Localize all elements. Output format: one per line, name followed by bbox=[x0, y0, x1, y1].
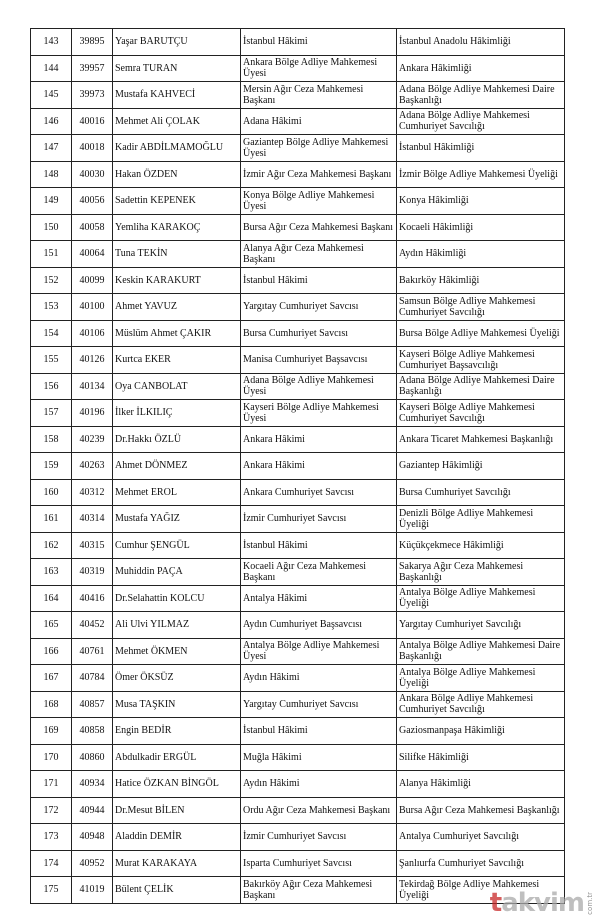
registry-number-cell: 40319 bbox=[72, 559, 113, 586]
row-number-cell: 149 bbox=[31, 188, 72, 215]
current-position-cell: Yargıtay Cumhuriyet Savcısı bbox=[241, 294, 397, 321]
new-position-cell: Bakırköy Hâkimliği bbox=[397, 267, 565, 294]
new-position-cell: Alanya Hâkimliği bbox=[397, 771, 565, 798]
name-cell: Yaşar BARUTÇU bbox=[113, 29, 241, 56]
table-body bbox=[31, 29, 565, 904]
table-row bbox=[31, 506, 565, 533]
name-cell: Semra TURAN bbox=[113, 55, 241, 82]
current-position-cell: Antalya Bölge Adliye Mahkemesi Üyesi bbox=[241, 638, 397, 665]
row-number-cell: 146 bbox=[31, 108, 72, 135]
table-row bbox=[31, 108, 565, 135]
new-position-cell: Aydın Hâkimliği bbox=[397, 241, 565, 268]
row-number-cell: 145 bbox=[31, 82, 72, 109]
name-cell: Muhiddin PAÇA bbox=[113, 559, 241, 586]
table-row bbox=[31, 82, 565, 109]
registry-number-cell: 40416 bbox=[72, 585, 113, 612]
current-position-cell: Ankara Cumhuriyet Savcısı bbox=[241, 479, 397, 506]
row-number-cell: 171 bbox=[31, 771, 72, 798]
current-position-cell: Ankara Hâkimi bbox=[241, 426, 397, 453]
table-row bbox=[31, 188, 565, 215]
current-position-cell: Bursa Ağır Ceza Mahkemesi Başkanı bbox=[241, 214, 397, 241]
registry-number-cell: 40315 bbox=[72, 532, 113, 559]
row-number-cell: 151 bbox=[31, 241, 72, 268]
registry-number-cell: 40952 bbox=[72, 850, 113, 877]
table-row bbox=[31, 691, 565, 718]
row-number-cell: 163 bbox=[31, 559, 72, 586]
row-number-cell: 143 bbox=[31, 29, 72, 56]
row-number-cell: 150 bbox=[31, 214, 72, 241]
new-position-cell: Adana Bölge Adliye Mahkemesi Daire Başkanlığı bbox=[397, 373, 565, 400]
new-position-cell: Denizli Bölge Adliye Mahkemesi Üyeliği bbox=[397, 506, 565, 533]
registry-number-cell: 40314 bbox=[72, 506, 113, 533]
new-position-cell: Kayseri Bölge Adliye Mahkemesi Cumhuriyet Başsavcılığı bbox=[397, 347, 565, 374]
new-position-cell: Bursa Ağır Ceza Mahkemesi Başkanlığı bbox=[397, 797, 565, 824]
name-cell: Dr.Hakkı ÖZLÜ bbox=[113, 426, 241, 453]
row-number-cell: 153 bbox=[31, 294, 72, 321]
name-cell: Oya CANBOLAT bbox=[113, 373, 241, 400]
table-row bbox=[31, 267, 565, 294]
table-row bbox=[31, 373, 565, 400]
row-number-cell: 144 bbox=[31, 55, 72, 82]
name-cell: Hatice ÖZKAN BİNGÖL bbox=[113, 771, 241, 798]
table-row bbox=[31, 665, 565, 692]
registry-number-cell: 39973 bbox=[72, 82, 113, 109]
new-position-cell: Bursa Bölge Adliye Mahkemesi Üyeliği bbox=[397, 320, 565, 347]
registry-number-cell: 40944 bbox=[72, 797, 113, 824]
current-position-cell: Adana Hâkimi bbox=[241, 108, 397, 135]
new-position-cell: Samsun Bölge Adliye Mahkemesi Cumhuriyet Savcılığı bbox=[397, 294, 565, 321]
registry-number-cell: 40018 bbox=[72, 135, 113, 162]
name-cell: Mustafa YAĞIZ bbox=[113, 506, 241, 533]
new-position-cell: Şanlıurfa Cumhuriyet Savcılığı bbox=[397, 850, 565, 877]
registry-number-cell: 40126 bbox=[72, 347, 113, 374]
name-cell: Kurtca EKER bbox=[113, 347, 241, 374]
registry-number-cell: 40196 bbox=[72, 400, 113, 427]
current-position-cell: Bakırköy Ağır Ceza Mahkemesi Başkanı bbox=[241, 877, 397, 904]
name-cell: Tuna TEKİN bbox=[113, 241, 241, 268]
table-row bbox=[31, 453, 565, 480]
current-position-cell: Alanya Ağır Ceza Mahkemesi Başkanı bbox=[241, 241, 397, 268]
row-number-cell: 155 bbox=[31, 347, 72, 374]
table-row bbox=[31, 585, 565, 612]
registry-number-cell: 40100 bbox=[72, 294, 113, 321]
registry-number-cell: 39895 bbox=[72, 29, 113, 56]
name-cell: Mustafa KAHVECİ bbox=[113, 82, 241, 109]
table-row bbox=[31, 161, 565, 188]
registry-number-cell: 40030 bbox=[72, 161, 113, 188]
new-position-cell: Bursa Cumhuriyet Savcılığı bbox=[397, 479, 565, 506]
table-row bbox=[31, 55, 565, 82]
table-row bbox=[31, 612, 565, 639]
row-number-cell: 168 bbox=[31, 691, 72, 718]
registry-number-cell: 41019 bbox=[72, 877, 113, 904]
new-position-cell: Gaziosmanpaşa Hâkimliği bbox=[397, 718, 565, 745]
current-position-cell: Adana Bölge Adliye Mahkemesi Üyesi bbox=[241, 373, 397, 400]
table-row bbox=[31, 797, 565, 824]
name-cell: Mehmet ÖKMEN bbox=[113, 638, 241, 665]
current-position-cell: İzmir Ağır Ceza Mahkemesi Başkanı bbox=[241, 161, 397, 188]
name-cell: Kadir ABDİLMAMOĞLU bbox=[113, 135, 241, 162]
registry-number-cell: 40239 bbox=[72, 426, 113, 453]
table-row bbox=[31, 638, 565, 665]
registry-number-cell: 40784 bbox=[72, 665, 113, 692]
current-position-cell: Bursa Cumhuriyet Savcısı bbox=[241, 320, 397, 347]
new-position-cell: Kocaeli Hâkimliği bbox=[397, 214, 565, 241]
row-number-cell: 158 bbox=[31, 426, 72, 453]
table-row bbox=[31, 877, 565, 904]
name-cell: Keskin KARAKURT bbox=[113, 267, 241, 294]
row-number-cell: 159 bbox=[31, 453, 72, 480]
takvim-logo: takvim bbox=[489, 888, 584, 918]
row-number-cell: 161 bbox=[31, 506, 72, 533]
name-cell: Mehmet Ali ÇOLAK bbox=[113, 108, 241, 135]
row-number-cell: 175 bbox=[31, 877, 72, 904]
current-position-cell: Kocaeli Ağır Ceza Mahkemesi Başkanı bbox=[241, 559, 397, 586]
table-row bbox=[31, 744, 565, 771]
new-position-cell: Antalya Bölge Adliye Mahkemesi Daire Başkanlığı bbox=[397, 638, 565, 665]
name-cell: Ömer ÖKSÜZ bbox=[113, 665, 241, 692]
registry-number-cell: 40134 bbox=[72, 373, 113, 400]
current-position-cell: Ankara Bölge Adliye Mahkemesi Üyesi bbox=[241, 55, 397, 82]
new-position-cell: Silifke Hâkimliği bbox=[397, 744, 565, 771]
row-number-cell: 160 bbox=[31, 479, 72, 506]
new-position-cell: Sakarya Ağır Ceza Mahkemesi Başkanlığı bbox=[397, 559, 565, 586]
name-cell: İlker İLKILIÇ bbox=[113, 400, 241, 427]
current-position-cell: Mersin Ağır Ceza Mahkemesi Başkanı bbox=[241, 82, 397, 109]
current-position-cell: Manisa Cumhuriyet Başsavcısı bbox=[241, 347, 397, 374]
table-row bbox=[31, 824, 565, 851]
current-position-cell: İstanbul Hâkimi bbox=[241, 718, 397, 745]
new-position-cell: Antalya Bölge Adliye Mahkemesi Üyeliği bbox=[397, 585, 565, 612]
name-cell: Aladdin DEMİR bbox=[113, 824, 241, 851]
row-number-cell: 148 bbox=[31, 161, 72, 188]
table-row bbox=[31, 294, 565, 321]
current-position-cell: Aydın Cumhuriyet Başsavcısı bbox=[241, 612, 397, 639]
row-number-cell: 166 bbox=[31, 638, 72, 665]
current-position-cell: Aydın Hâkimi bbox=[241, 665, 397, 692]
current-position-cell: Ordu Ağır Ceza Mahkemesi Başkanı bbox=[241, 797, 397, 824]
name-cell: Engin BEDİR bbox=[113, 718, 241, 745]
registry-number-cell: 40934 bbox=[72, 771, 113, 798]
current-position-cell: İzmir Cumhuriyet Savcısı bbox=[241, 506, 397, 533]
table-row bbox=[31, 718, 565, 745]
row-number-cell: 162 bbox=[31, 532, 72, 559]
new-position-cell: Konya Hâkimliği bbox=[397, 188, 565, 215]
row-number-cell: 170 bbox=[31, 744, 72, 771]
current-position-cell: Antalya Hâkimi bbox=[241, 585, 397, 612]
registry-number-cell: 40263 bbox=[72, 453, 113, 480]
registry-number-cell: 40312 bbox=[72, 479, 113, 506]
table-row bbox=[31, 426, 565, 453]
registry-number-cell: 40064 bbox=[72, 241, 113, 268]
table-row bbox=[31, 320, 565, 347]
current-position-cell: Kayseri Bölge Adliye Mahkemesi Üyesi bbox=[241, 400, 397, 427]
current-position-cell: İstanbul Hâkimi bbox=[241, 532, 397, 559]
table-row bbox=[31, 532, 565, 559]
registry-number-cell: 40857 bbox=[72, 691, 113, 718]
registry-number-cell: 40860 bbox=[72, 744, 113, 771]
table-row bbox=[31, 135, 565, 162]
table-row bbox=[31, 850, 565, 877]
row-number-cell: 147 bbox=[31, 135, 72, 162]
new-position-cell: Antalya Cumhuriyet Savcılığı bbox=[397, 824, 565, 851]
takvim-watermark bbox=[490, 888, 594, 918]
row-number-cell: 164 bbox=[31, 585, 72, 612]
new-position-cell: Yargıtay Cumhuriyet Savcılığı bbox=[397, 612, 565, 639]
name-cell: Dr.Selahattin KOLCU bbox=[113, 585, 241, 612]
row-number-cell: 157 bbox=[31, 400, 72, 427]
table-row bbox=[31, 771, 565, 798]
row-number-cell: 173 bbox=[31, 824, 72, 851]
row-number-cell: 154 bbox=[31, 320, 72, 347]
registry-number-cell: 40761 bbox=[72, 638, 113, 665]
registry-number-cell: 40099 bbox=[72, 267, 113, 294]
name-cell: Musa TAŞKIN bbox=[113, 691, 241, 718]
registry-number-cell: 40858 bbox=[72, 718, 113, 745]
table-row bbox=[31, 479, 565, 506]
table-row bbox=[31, 400, 565, 427]
new-position-cell: Gaziantep Hâkimliği bbox=[397, 453, 565, 480]
registry-number-cell: 39957 bbox=[72, 55, 113, 82]
new-position-cell: İstanbul Hâkimliği bbox=[397, 135, 565, 162]
current-position-cell: İzmir Cumhuriyet Savcısı bbox=[241, 824, 397, 851]
new-position-cell: Ankara Ticaret Mahkemesi Başkanlığı bbox=[397, 426, 565, 453]
name-cell: Ali Ulvi YILMAZ bbox=[113, 612, 241, 639]
table-row bbox=[31, 214, 565, 241]
current-position-cell: Isparta Cumhuriyet Savcısı bbox=[241, 850, 397, 877]
row-number-cell: 174 bbox=[31, 850, 72, 877]
new-position-cell: Tekirdağ Bölge Adliye Mahkemesi Üyeliği bbox=[397, 877, 565, 904]
name-cell: Sadettin KEPENEK bbox=[113, 188, 241, 215]
table-row bbox=[31, 29, 565, 56]
new-position-cell: Adana Bölge Adliye Mahkemesi Cumhuriyet Savcılığı bbox=[397, 108, 565, 135]
new-position-cell: Ankara Bölge Adliye Mahkemesi Cumhuriyet Savcılığı bbox=[397, 691, 565, 718]
current-position-cell: Ankara Hâkimi bbox=[241, 453, 397, 480]
name-cell: Cumhur ŞENGÜL bbox=[113, 532, 241, 559]
registry-number-cell: 40056 bbox=[72, 188, 113, 215]
row-number-cell: 165 bbox=[31, 612, 72, 639]
current-position-cell: Muğla Hâkimi bbox=[241, 744, 397, 771]
registry-number-cell: 40948 bbox=[72, 824, 113, 851]
table-row bbox=[31, 241, 565, 268]
registry-number-cell: 40058 bbox=[72, 214, 113, 241]
row-number-cell: 156 bbox=[31, 373, 72, 400]
row-number-cell: 169 bbox=[31, 718, 72, 745]
current-position-cell: Gaziantep Bölge Adliye Mahkemesi Üyesi bbox=[241, 135, 397, 162]
name-cell: Hakan ÖZDEN bbox=[113, 161, 241, 188]
name-cell: Dr.Mesut BİLEN bbox=[113, 797, 241, 824]
new-position-cell: Adana Bölge Adliye Mahkemesi Daire Başkanlığı bbox=[397, 82, 565, 109]
appointments-table bbox=[30, 28, 565, 904]
current-position-cell: Yargıtay Cumhuriyet Savcısı bbox=[241, 691, 397, 718]
name-cell: Mehmet EROL bbox=[113, 479, 241, 506]
row-number-cell: 167 bbox=[31, 665, 72, 692]
current-position-cell: İstanbul Hâkimi bbox=[241, 267, 397, 294]
name-cell: Ahmet DÖNMEZ bbox=[113, 453, 241, 480]
new-position-cell: Antalya Bölge Adliye Mahkemesi Üyeliği bbox=[397, 665, 565, 692]
new-position-cell: İstanbul Anadolu Hâkimliği bbox=[397, 29, 565, 56]
name-cell: Bülent ÇELİK bbox=[113, 877, 241, 904]
name-cell: Yemliha KARAKOÇ bbox=[113, 214, 241, 241]
name-cell: Ahmet YAVUZ bbox=[113, 294, 241, 321]
watermark-domain: com.tr bbox=[586, 891, 594, 915]
table-row bbox=[31, 347, 565, 374]
current-position-cell: Konya Bölge Adliye Mahkemesi Üyesi bbox=[241, 188, 397, 215]
registry-number-cell: 40452 bbox=[72, 612, 113, 639]
current-position-cell: Aydın Hâkimi bbox=[241, 771, 397, 798]
table-row bbox=[31, 559, 565, 586]
registry-number-cell: 40106 bbox=[72, 320, 113, 347]
name-cell: Abdulkadir ERGÜL bbox=[113, 744, 241, 771]
row-number-cell: 152 bbox=[31, 267, 72, 294]
new-position-cell: Ankara Hâkimliği bbox=[397, 55, 565, 82]
new-position-cell: Kayseri Bölge Adliye Mahkemesi Cumhuriyet Savcılığı bbox=[397, 400, 565, 427]
current-position-cell: İstanbul Hâkimi bbox=[241, 29, 397, 56]
new-position-cell: İzmir Bölge Adliye Mahkemesi Üyeliği bbox=[397, 161, 565, 188]
name-cell: Müslüm Ahmet ÇAKIR bbox=[113, 320, 241, 347]
new-position-cell: Küçükçekmece Hâkimliği bbox=[397, 532, 565, 559]
row-number-cell: 172 bbox=[31, 797, 72, 824]
name-cell: Murat KARAKAYA bbox=[113, 850, 241, 877]
registry-number-cell: 40016 bbox=[72, 108, 113, 135]
